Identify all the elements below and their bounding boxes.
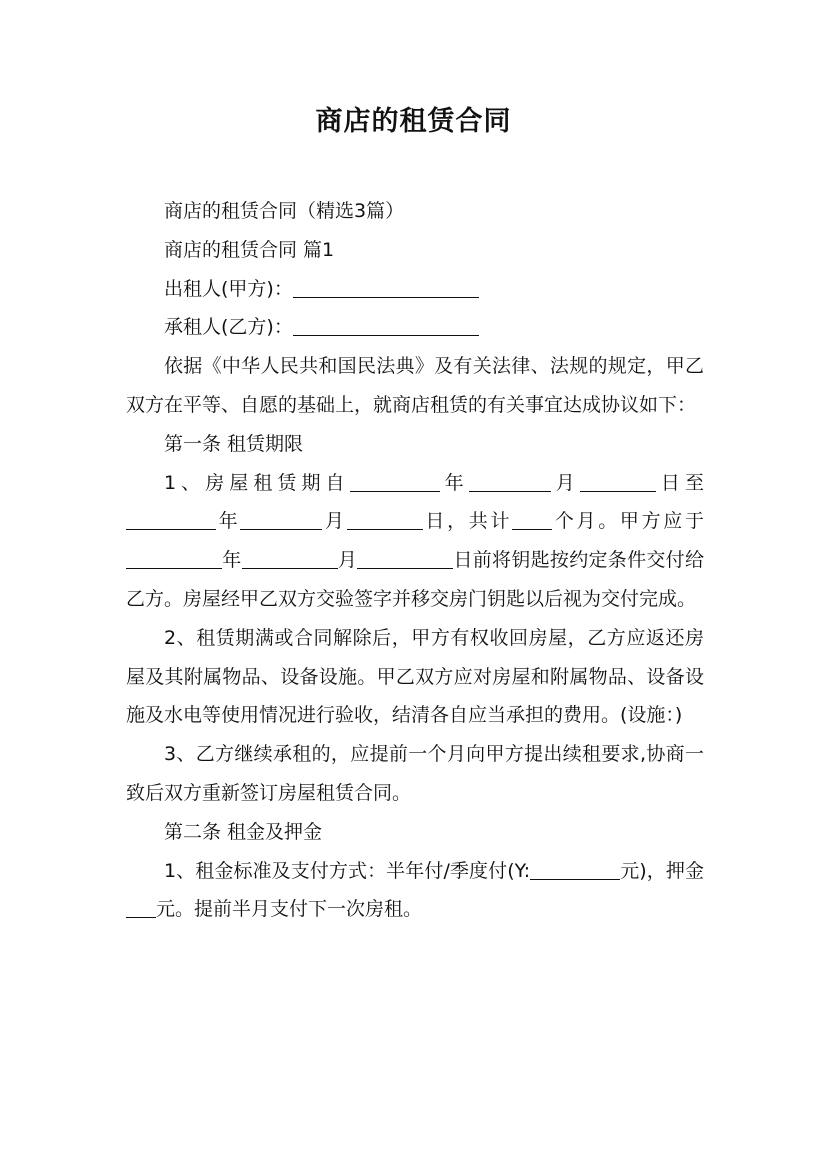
clause-text: 个月。甲方应于 <box>552 510 704 533</box>
start-year-blank <box>350 472 440 492</box>
article1-clause3: 3、乙方继续承租的，应提前一个月向甲方提出续租要求,协商一致后双方重新签订房屋租赁合同。 <box>126 743 704 804</box>
preamble-paragraph: 依据《中华人民共和国民法典》及有关法律、法规的规定，甲乙双方在平等、自愿的基础上，就商店租赁的有关事宜达成协议如下： <box>126 355 704 416</box>
article1-heading: 第一条 租赁期限 <box>164 432 304 455</box>
lessor-line <box>126 270 704 309</box>
clause-text: 年 <box>222 549 242 572</box>
rent-amount-blank <box>530 860 620 880</box>
lessee-blank <box>293 316 479 336</box>
lessor-label: 出租人(甲方)： <box>164 277 293 300</box>
article2-clause1 <box>126 852 704 930</box>
deposit-blank <box>126 898 156 918</box>
clause-text: 元)，押金 <box>620 859 704 882</box>
lessor-blank <box>293 278 479 298</box>
clause-text: 1、房屋租赁期自 <box>164 471 350 494</box>
clause-text: 日至 <box>655 471 704 494</box>
article1-clause2: 2、租赁期满或合同解除后，甲方有权收回房屋，乙方应返还房屋及其附属物品、设备设施。甲乙双方应对房屋和附属物品、设备设施及水电等使用情况进行验收，结清各自应当承担的费用。(设施：) <box>126 626 704 727</box>
handover-year-blank <box>126 549 222 569</box>
article2-heading: 第二条 租金及押金 <box>164 820 323 843</box>
end-day-blank <box>347 510 423 530</box>
clause-text: 日前将钥匙按约定条件交付给乙方。房屋经甲乙双方交验签字并移交房门钥匙以后视为交付完成。 <box>126 549 704 610</box>
handover-day-blank <box>357 549 453 569</box>
clause-text: 1、租金标准及支付方式：半年付/季度付(Y: <box>164 859 531 882</box>
clause-text: 月 <box>322 510 347 533</box>
start-day-blank <box>580 472 656 492</box>
total-months-blank <box>512 510 552 530</box>
end-year-blank <box>126 510 216 530</box>
clause-text: 年 <box>439 471 469 494</box>
clause-text: 日，共计 <box>422 510 513 533</box>
part-heading: 商店的租赁合同 篇1 <box>164 238 335 261</box>
clause-text: 元。提前半月支付下一次房租。 <box>156 898 423 921</box>
article1-clause1 <box>126 464 704 619</box>
clause-text: 月 <box>550 471 580 494</box>
handover-month-blank <box>242 549 338 569</box>
end-month-blank <box>240 510 322 530</box>
document-title: 商店的租赁合同 <box>315 106 512 137</box>
intro-line: 商店的租赁合同（精选3篇） <box>164 200 405 222</box>
clause-text: 年 <box>216 510 241 533</box>
clause-text: 月 <box>337 549 358 572</box>
lessee-label: 承租人(乙方)： <box>164 316 293 339</box>
start-month-blank <box>469 472 551 492</box>
lessee-line <box>126 308 704 347</box>
document-body <box>126 192 704 929</box>
